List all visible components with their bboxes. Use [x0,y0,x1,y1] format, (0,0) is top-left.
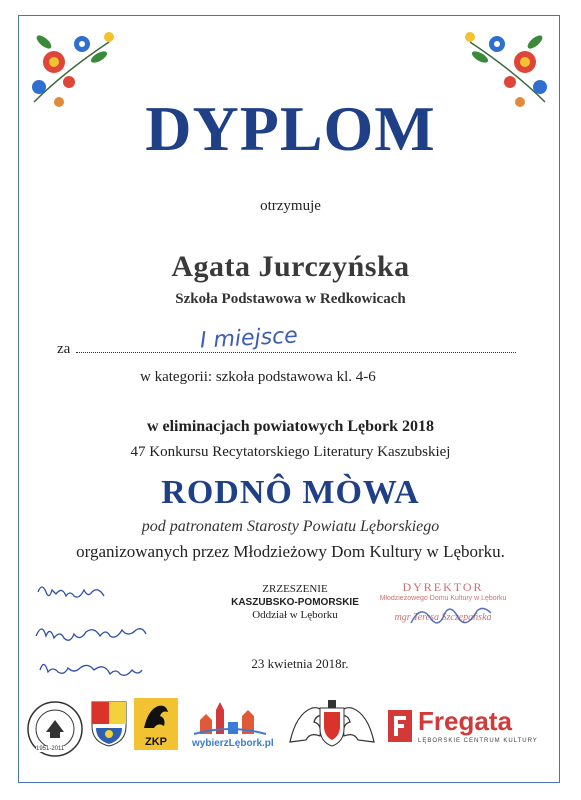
handwritten-signatures-icon [30,578,220,698]
issue-date: 23 kwietnia 2018r. [251,656,349,671]
lebork-arms-icon [282,698,382,754]
wybierz-label: wybierzLębork.pl [192,738,274,749]
fregata-logo [388,706,544,756]
receives-text: otrzymuje [260,198,321,214]
fregata-label: Fregata [418,706,512,736]
mdk-years: 1951-2011 [36,746,65,752]
contest-name: RODNÔ MÒWA [161,474,420,511]
za-label: za [57,341,71,357]
director-institution: Młodzieżowego Domu Kultury w Lęborku [379,595,507,602]
jury-signatures [30,578,220,698]
association-block [215,583,375,622]
mdk-logo [26,700,84,763]
coat-of-arms-icon [90,700,128,748]
contest-text: 47 Konkursu Recytatorskiego Literatury Kaszubskiej [130,444,451,460]
director-title: DYREKTOR [402,580,484,594]
association-line3: Oddział w Lęborku [252,609,338,621]
director-signature-icon [405,595,505,645]
zkp-label: ZKP [145,736,167,748]
sponsor-logos [24,696,544,766]
fregata-sublabel: LĘBORSKIE CENTRUM KULTURY [418,738,538,744]
handwritten-place: I miejsce [199,323,299,354]
fregata-mark-icon [388,710,412,742]
recipient-name: Agata Jurczyńska [171,250,410,283]
eliminations-text: w eliminacjach powiatowych Lębork 2018 [146,418,435,435]
wybierz-lebork-logo [190,700,274,752]
zkp-logo [134,698,178,750]
association-line2: KASZUBSKO-POMORSKIE [231,597,359,608]
association-line1: ZRZESZENIE [262,583,328,595]
patronage-text: pod patronatem Starosty Powiatu Lęborskiego [141,518,440,535]
diploma-title: DYPLOM [145,93,436,164]
organizer-text: organizowanych przez Młodzieżowy Dom Kultury w Lęborku. [76,542,505,561]
griffin-icon [134,698,178,734]
town-skyline-icon [190,700,270,736]
category-text: w kategorii: szkoła podstawowa kl. 4-6 [140,369,376,385]
school-name: Szkoła Podstawowa w Redkowicach [175,291,406,307]
director-name: mgr Teresa Szczepańska [394,612,492,623]
